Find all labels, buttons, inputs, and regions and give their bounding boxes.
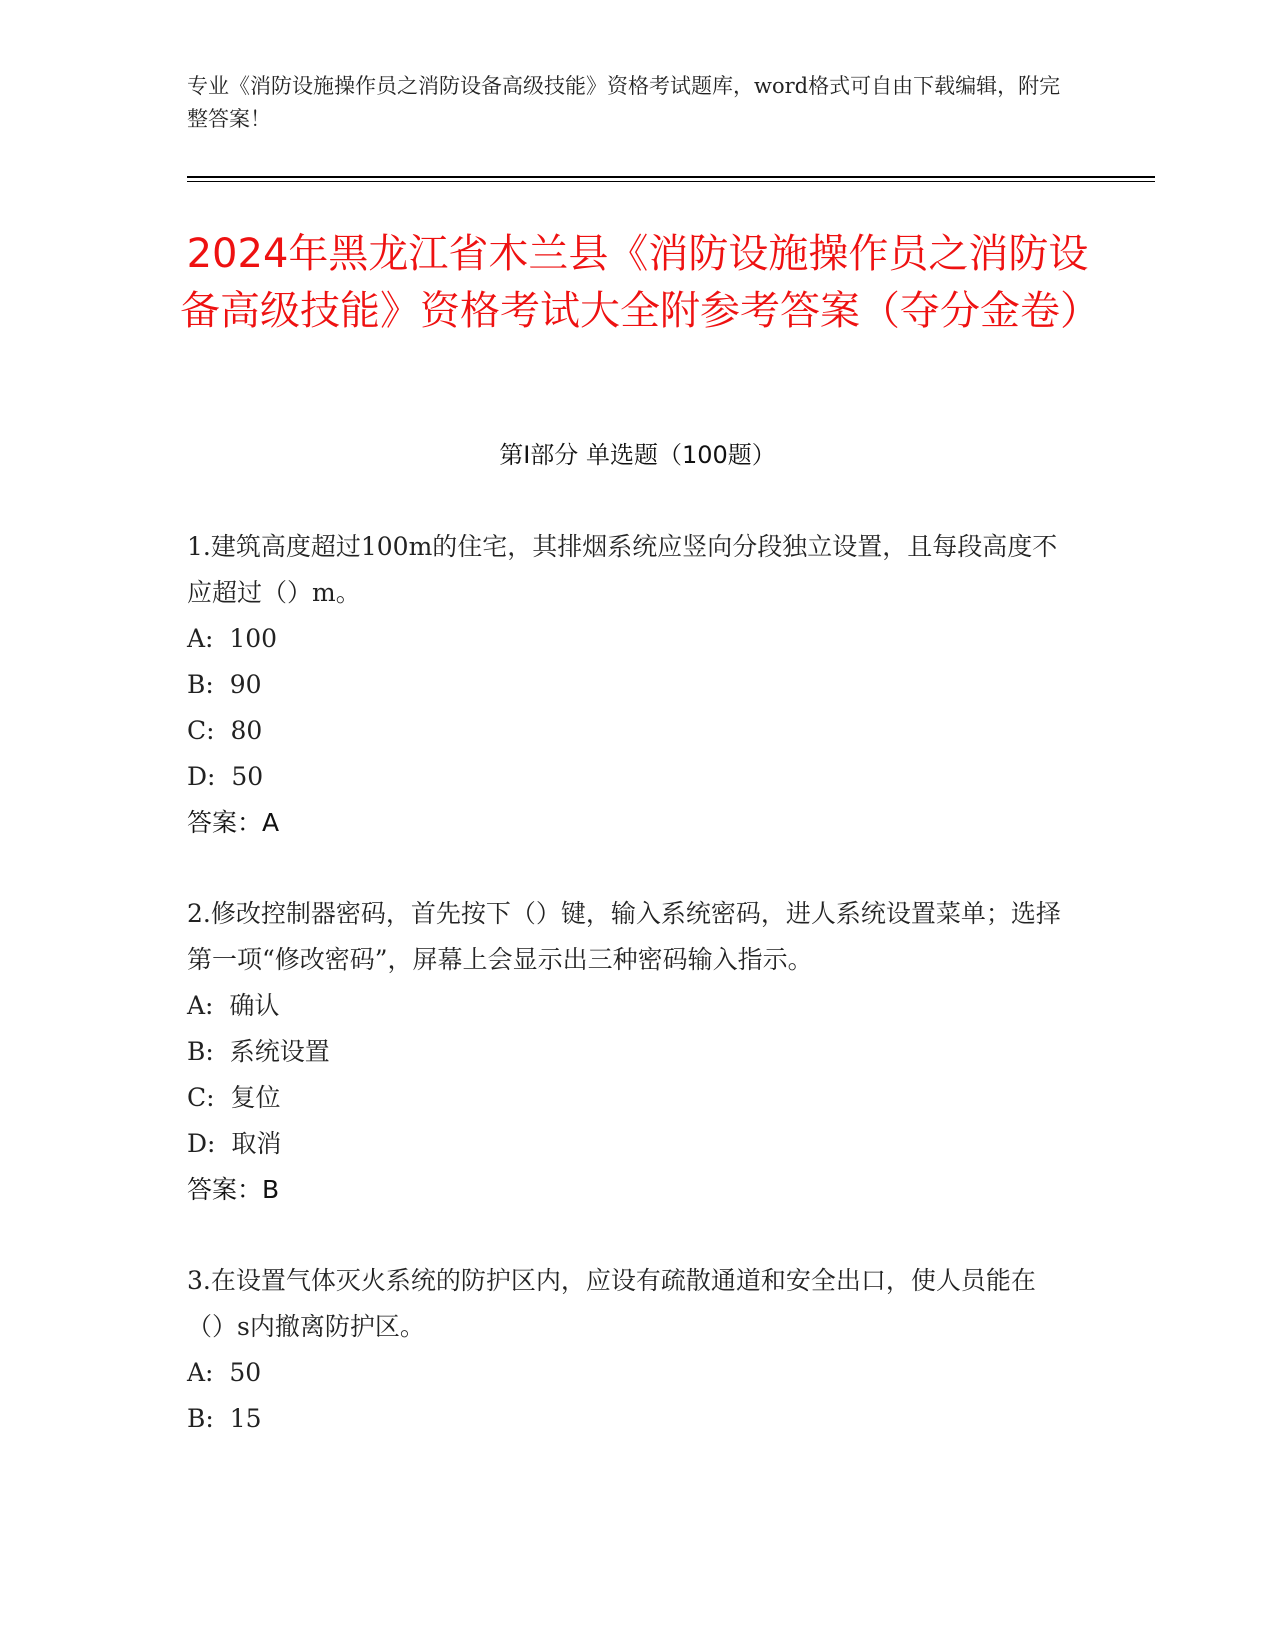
option-c: C: 80 [187, 716, 263, 745]
option-a: A: 确认 [187, 991, 280, 1020]
header-divider-thick [187, 176, 1155, 178]
question-3 [187, 1258, 1067, 1442]
option-c: C: 复位 [187, 1083, 281, 1112]
question-list [187, 524, 1067, 1487]
option-b: B: 90 [187, 670, 262, 699]
answer-line: 答案：A [187, 808, 280, 837]
question-stem: 2.修改控制器密码，首先按下（）键，输入系统密码，进人系统设置菜单；选择第一项“修改密码”，屏幕上会显示出三种密码输入指示。 [187, 899, 1061, 974]
answer-line: 答案：B [187, 1175, 280, 1204]
option-a: A: 50 [187, 1358, 262, 1387]
question-1 [187, 524, 1067, 846]
document-title: 2024年黑龙江省木兰县《消防设施操作员之消防设备高级技能》资格考试大全附参考答案（夺分金卷） [180, 231, 1100, 334]
option-d: D: 50 [187, 762, 264, 791]
header-divider-thin [187, 181, 1155, 182]
option-b: B: 系统设置 [187, 1037, 330, 1066]
question-stem: 1.建筑高度超过100m的住宅，其排烟系统应竖向分段独立设置，且每段高度不应超过（）m。 [187, 532, 1058, 607]
question-2 [187, 891, 1067, 1213]
question-stem: 3.在设置气体灭火系统的防护区内，应设有疏散通道和安全出口，使人员能在（）s内撤离防护区。 [187, 1266, 1036, 1341]
header-note: 专业《消防设施操作员之消防设备高级技能》资格考试题库，word格式可自由下载编辑，附完整答案！ [187, 74, 1061, 131]
option-b: B: 15 [187, 1404, 262, 1433]
option-a: A: 100 [187, 624, 278, 653]
option-d: D: 取消 [187, 1129, 282, 1158]
section-heading: 第I部分 单选题（100题） [499, 441, 776, 469]
